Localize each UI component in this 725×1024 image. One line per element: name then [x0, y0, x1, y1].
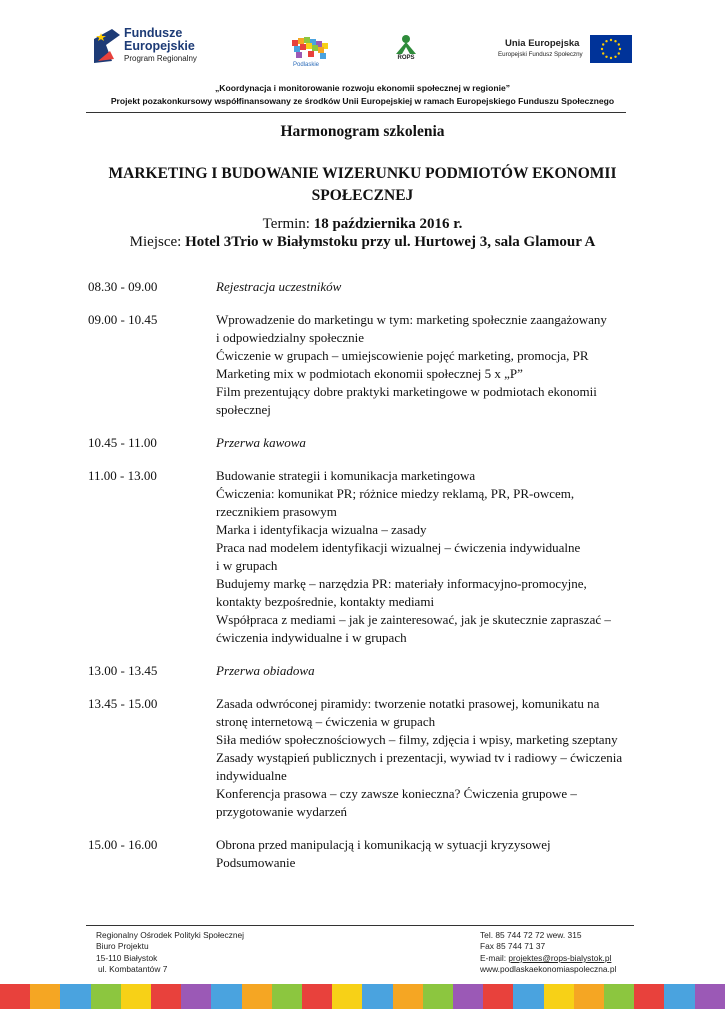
schedule-time: 10.45 - 11.00 — [88, 435, 157, 450]
stripe-segment — [695, 984, 725, 1009]
footer-divider — [86, 925, 634, 926]
stripe-segment — [634, 984, 664, 1009]
ue-title: Unia Europejska — [505, 38, 580, 49]
schedule-line: Konferencja prasowa – czy zawsze konieczna? Ćwiczenia grupowe – — [216, 786, 577, 801]
schedule-time: 15.00 - 16.00 — [88, 837, 158, 852]
schedule-row — [88, 311, 648, 419]
schedule-row — [88, 662, 648, 680]
schedule-time: 09.00 - 10.45 — [88, 312, 158, 327]
schedule-row — [88, 434, 648, 452]
schedule-line: ćwiczenia indywidualne i w grupach — [216, 630, 407, 645]
fe-title — [124, 27, 195, 53]
document-title: Harmonogram szkolenia — [280, 123, 445, 140]
schedule-description — [216, 695, 648, 821]
schedule-time: 13.00 - 13.45 — [88, 663, 158, 678]
schedule-line: i w grupach — [216, 558, 278, 573]
schedule-description — [216, 278, 648, 296]
rops-emblem-icon — [393, 33, 419, 55]
schedule-line: Wprowadzenie do marketingu w tym: marketing społecznie zaangażowany — [216, 312, 607, 327]
schedule-row — [88, 695, 648, 821]
schedule-line: stronę internetową – ćwiczenia w grupach — [216, 714, 436, 729]
schedule-time: 08.30 - 09.00 — [88, 279, 158, 294]
stripe-segment — [423, 984, 453, 1009]
eu-flag-icon — [590, 35, 632, 63]
footer-email-link[interactable]: projektes@rops-bialystok.pl — [508, 952, 612, 963]
bison-icon — [286, 34, 336, 64]
stripe-segment — [151, 984, 181, 1009]
schedule-row — [88, 278, 648, 296]
project-title: „Koordynacja i monitorowanie rozwoju ekonomii społecznej w regionie” — [214, 83, 511, 93]
color-stripe — [0, 984, 725, 1009]
location-line — [0, 234, 725, 251]
schedule-time: 11.00 - 13.00 — [88, 468, 157, 483]
course-title: MARKETING I BUDOWANIE WIZERUNKU PODMIOTÓW EKONOMII SPOŁECZNEJ — [108, 165, 617, 204]
schedule-line: Przerwa obiadowa — [216, 663, 315, 678]
schedule-line: Współpraca z mediami – jak je zainteresować, jak je skutecznie zapraszać – — [216, 612, 611, 627]
schedule-line: Marka i identyfikacja wizualna – zasady — [216, 522, 427, 537]
stripe-segment — [332, 984, 362, 1009]
stripe-segment — [121, 984, 151, 1009]
schedule-line: Budowanie strategii i komunikacja marketingowa — [216, 468, 476, 483]
stripe-segment — [483, 984, 513, 1009]
schedule-line: Rejestracja uczestników — [216, 279, 342, 294]
fe-line1: Fundusze — [124, 26, 183, 40]
stripe-segment — [272, 984, 302, 1009]
stripe-segment — [0, 984, 30, 1009]
footer-street: ul. Kombatantów 7 — [98, 964, 168, 975]
fe-line2: Europejskie — [124, 39, 195, 53]
schedule-line: Zasada odwróconej piramidy: tworzenie notatki prasowej, komunikatu na — [216, 696, 600, 711]
footer-email-line — [480, 953, 616, 964]
podlaskie-logo — [286, 34, 336, 72]
schedule-line: społecznej — [216, 402, 271, 417]
schedule-row — [88, 467, 648, 647]
stripe-segment — [91, 984, 121, 1009]
stripe-segment — [211, 984, 241, 1009]
footer-email-label: E-mail: — [480, 952, 509, 963]
footer-city: 15-110 Białystok — [96, 952, 158, 963]
stripe-segment — [513, 984, 543, 1009]
rops-logo — [393, 33, 419, 63]
stripe-segment — [30, 984, 60, 1009]
footer-office: Biuro Projektu — [96, 941, 149, 952]
ue-subtitle: Europejski Fundusz Społeczny — [498, 51, 583, 58]
schedule-row — [88, 836, 648, 872]
schedule-description — [216, 662, 648, 680]
schedule-time: 13.45 - 15.00 — [88, 696, 158, 711]
stripe-segment — [362, 984, 392, 1009]
schedule-line: rzecznikiem prasowym — [216, 504, 337, 519]
date-line — [0, 216, 725, 233]
stripe-segment — [60, 984, 90, 1009]
schedule-line: Siła mediów społecznościowych – filmy, zdjęcia i wpisy, marketing szeptany — [216, 732, 618, 747]
stripe-segment — [242, 984, 272, 1009]
schedule-table — [88, 278, 648, 887]
schedule-description — [216, 311, 648, 419]
rops-label: ROPS — [397, 55, 415, 61]
schedule-description — [216, 836, 648, 872]
schedule-line: Marketing mix w podmiotach ekonomii społecznej 5 x „P” — [216, 366, 523, 381]
schedule-line: Zasady wystąpień publicznych i prezentacji, wywiad tv i radiowy – ćwiczenia — [216, 750, 623, 765]
schedule-description — [216, 467, 648, 647]
stripe-segment — [574, 984, 604, 1009]
fe-subtitle: Program Regionalny — [124, 54, 197, 63]
schedule-line: Obrona przed manipulacją i komunikacją w sytuacji kryzysowej — [216, 837, 551, 852]
location-value: Hotel 3Trio w Białymstoku przy ul. Hurtowej 3, sala Glamour A — [185, 234, 596, 250]
header-divider — [86, 112, 626, 113]
footer-address — [96, 930, 244, 976]
footer-tel: Tel. 85 744 72 72 wew. 315 — [480, 930, 582, 940]
schedule-line: Podsumowanie — [216, 855, 296, 870]
schedule-line: przygotowanie wydarzeń — [216, 804, 348, 819]
stripe-segment — [453, 984, 483, 1009]
schedule-line: Ćwiczenie w grupach – umiejscowienie pojęć marketing, promocja, PR — [216, 348, 589, 363]
date-value: 18 października 2016 r. — [313, 216, 463, 232]
stripe-segment — [544, 984, 574, 1009]
schedule-line: Przerwa kawowa — [216, 435, 306, 450]
fe-star-icon — [92, 27, 122, 65]
footer-contact — [480, 930, 616, 976]
stripe-segment — [302, 984, 332, 1009]
location-label: Miejsce: — [129, 234, 186, 250]
schedule-line: Film prezentujący dobre praktyki marketingowe w podmiotach ekonomii — [216, 384, 597, 399]
schedule-line: indywidualne — [216, 768, 287, 783]
stripe-segment — [393, 984, 423, 1009]
footer-website[interactable]: www.podlaskaekonomiaspoleczna.pl — [480, 964, 617, 975]
schedule-line: Budujemy markę – narzędzia PR: materiały informacyjno-promocyjne, — [216, 576, 587, 591]
schedule-line: kontakty bezpośrednie, kontakty mediami — [216, 594, 435, 609]
schedule-line: Ćwiczenia: komunikat PR; różnice miedzy reklamą, PR, PR-owcem, — [216, 486, 575, 501]
footer-fax: Fax 85 744 71 37 — [480, 941, 546, 952]
fundusze-europejskie-logo — [92, 25, 212, 67]
schedule-line: Praca nad modelem identyfikacji wizualnej – ćwiczenia indywidualne — [216, 540, 581, 555]
stripe-segment — [604, 984, 634, 1009]
date-label: Termin: — [262, 216, 314, 232]
footer-org: Regionalny Ośrodek Polityki Społecznej — [96, 930, 245, 940]
stripe-segment — [181, 984, 211, 1009]
stripe-segment — [664, 984, 694, 1009]
schedule-description — [216, 434, 648, 452]
project-description: Projekt pozakonkursowy współfinansowany ze środków Unii Europejskiej w ramach Europejskiego Funduszu Społecznego — [110, 96, 615, 106]
podlaskie-label: Podlaskie — [292, 62, 319, 68]
schedule-line: i odpowiedzialny społecznie — [216, 330, 365, 345]
